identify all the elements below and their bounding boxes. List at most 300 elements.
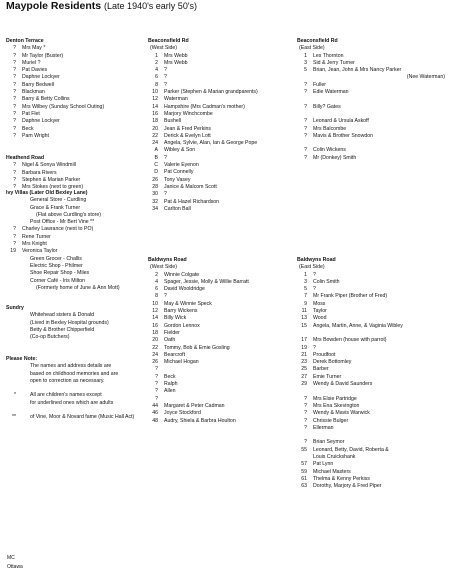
resident-name: (Flat above Curdling's store)	[36, 211, 101, 218]
section-baldwyns-east	[297, 257, 447, 491]
list-item	[148, 374, 298, 381]
resident-name: Mrs Webb	[164, 59, 188, 66]
resident-name: Pat Connelly	[164, 169, 194, 176]
house-number: ?	[13, 132, 16, 139]
resident-name: Mrs Balcombe	[313, 125, 347, 132]
house-number: 17	[301, 337, 307, 344]
list-item	[297, 454, 447, 461]
resident-name: Bushell	[164, 118, 182, 125]
section-heathend-road	[6, 155, 151, 191]
house-number: 13	[301, 315, 307, 322]
resident-name: Pat Davies	[22, 67, 48, 74]
list-item	[148, 279, 298, 286]
list-item	[297, 476, 447, 483]
title-subtitle: (Late 1940's early 50's)	[104, 1, 198, 11]
house-number: 10	[152, 89, 158, 96]
resident-name: Colin Wickens	[313, 147, 346, 154]
resident-name: Les Thornton	[313, 52, 344, 59]
resident-name: Grace & Frank Turner	[30, 204, 81, 211]
resident-name: Leonard & Ursula Askoff	[313, 118, 369, 125]
list-item	[6, 177, 151, 184]
list-item	[6, 270, 151, 277]
house-number: 12	[152, 308, 158, 315]
house-number: 55	[301, 446, 307, 453]
house-number: 16	[152, 110, 158, 117]
list-item	[6, 371, 151, 378]
list-item	[6, 205, 151, 212]
resident-name: Barry Wickens	[164, 308, 198, 315]
list-item	[148, 381, 298, 388]
resident-name: Billy? Gates	[313, 103, 341, 110]
list-item	[148, 337, 298, 344]
resident-name: The names and address details are	[30, 363, 112, 370]
list-item	[148, 96, 298, 103]
list-item	[6, 378, 151, 385]
resident-name: Pat & Hazel Richardson	[164, 198, 220, 205]
list-item	[6, 170, 151, 177]
house-number: 12	[152, 96, 158, 103]
resident-name: Daphne Lockyer	[22, 74, 60, 81]
section-header: Sundry	[6, 305, 24, 311]
resident-name: Leonard, Betty, David, Roberta &	[313, 446, 389, 453]
list-item	[148, 147, 298, 154]
resident-name: Mrs Knight	[22, 241, 47, 248]
list-item	[148, 323, 298, 330]
house-number: 61	[301, 475, 307, 482]
house-number: ?	[13, 45, 16, 52]
house-number: 16	[152, 322, 158, 329]
house-number: ?	[13, 184, 16, 191]
list-item	[297, 359, 447, 366]
list-item	[297, 330, 447, 337]
house-number: 3	[304, 278, 307, 285]
resident-name: Ralph	[164, 381, 178, 388]
house-number: ?	[155, 381, 158, 388]
list-item	[148, 111, 298, 118]
house-number: 15	[301, 322, 307, 329]
resident-name: Pam Wright	[22, 132, 50, 139]
house-number: ?	[304, 81, 307, 88]
resident-name: Beck	[164, 373, 176, 380]
resident-name: Wibley & Son	[164, 147, 196, 154]
house-number: 48	[152, 417, 158, 424]
section-subheader: (West Side)	[150, 45, 178, 52]
resident-name: Waterman	[164, 96, 188, 103]
resident-name: Barry & Betty Collins	[22, 96, 70, 103]
resident-name: Rene Turner	[22, 233, 51, 240]
list-item	[297, 483, 447, 490]
resident-name: ?	[164, 191, 167, 198]
house-number: ?	[304, 147, 307, 154]
house-number: 30	[152, 191, 158, 198]
resident-name: (Nee Waterman)	[406, 74, 445, 81]
list-item	[297, 74, 447, 81]
house-number: 24	[152, 351, 158, 358]
section-denton-terrace	[6, 38, 151, 140]
list-item	[6, 385, 151, 392]
list-item	[6, 414, 151, 421]
resident-name: Barber	[313, 366, 329, 373]
house-number: 8	[155, 81, 158, 88]
section-header: Beaconsfield Rd	[297, 38, 338, 44]
resident-name: Taylor	[313, 308, 327, 315]
resident-name: Wendy & Mavis Warwick	[313, 410, 370, 417]
resident-name: Derick & Evelyn Lott	[164, 132, 211, 139]
resident-name: Bearcroft	[164, 351, 186, 358]
resident-name: Mrs May *	[22, 45, 46, 52]
list-item	[297, 396, 447, 403]
house-number: ?	[155, 366, 158, 373]
house-number: ?	[304, 439, 307, 446]
resident-name: General Store - Curdling	[30, 197, 87, 204]
resident-name: Ellerman	[313, 424, 334, 431]
resident-name: Fuller	[313, 81, 326, 88]
house-number: 25	[301, 366, 307, 373]
resident-name: ?	[164, 67, 167, 74]
resident-name: Billy Wick	[164, 315, 187, 322]
list-item	[297, 469, 447, 476]
resident-name: ?	[164, 74, 167, 81]
house-number: ?	[304, 118, 307, 125]
house-number: 28	[152, 183, 158, 190]
house-number: 4	[155, 278, 158, 285]
list-item	[6, 363, 151, 370]
list-item	[148, 155, 298, 162]
house-number: 6	[155, 286, 158, 293]
section-baldwyns-west	[148, 257, 298, 425]
house-number: ?	[13, 169, 16, 176]
resident-name: ?	[313, 271, 316, 278]
house-number: 34	[152, 205, 158, 212]
list-item	[148, 272, 298, 279]
house-number: 6	[155, 74, 158, 81]
list-item	[6, 45, 151, 52]
house-number: 19	[10, 248, 16, 255]
list-item	[6, 82, 151, 89]
house-number: *	[13, 392, 16, 399]
resident-name: Dorothy, Marjory & Fred Piper	[313, 483, 382, 490]
resident-name: (Co-op Butchers)	[30, 334, 70, 341]
section-header: Baldwyns Road	[148, 257, 187, 263]
list-item	[6, 285, 151, 292]
resident-name: Barry Bedwell	[22, 81, 55, 88]
house-number: 3	[304, 59, 307, 66]
resident-name: Barbara Rivers	[22, 169, 57, 176]
resident-name: Stephen & Marian Parker	[22, 176, 81, 183]
house-number: 59	[301, 468, 307, 475]
resident-name: of Vine, Moor & Novard fame (Music Hall Act)	[30, 414, 135, 421]
house-number: 8	[155, 293, 158, 300]
house-number: ?	[13, 81, 16, 88]
resident-name: Mrs Wilbey (Sunday School Outing)	[22, 103, 105, 110]
resident-name: David Wooldridge	[164, 286, 205, 293]
section-notes	[6, 356, 151, 422]
resident-name: ?	[164, 81, 167, 88]
list-item	[6, 212, 151, 219]
resident-name: Winnie Colgate	[164, 271, 200, 278]
list-item	[297, 301, 447, 308]
list-item	[148, 60, 298, 67]
list-item	[297, 293, 447, 300]
house-number: ?	[13, 67, 16, 74]
list-item	[297, 461, 447, 468]
resident-name: Tommy, Bob & Emie Gosling	[164, 344, 230, 351]
section-beaconsfield-west	[148, 38, 298, 213]
list-item	[297, 82, 447, 89]
resident-name: Mavis & Brother Snowdon	[313, 132, 373, 139]
resident-name: Wendy & David Saunders	[313, 381, 373, 388]
list-item	[297, 89, 447, 96]
resident-name: Charley Lawrance (next to PO)	[22, 226, 94, 233]
house-number: 20	[152, 125, 158, 132]
resident-name: Carlton Ball	[164, 205, 191, 212]
list-item	[6, 334, 151, 341]
house-number: 27	[301, 373, 307, 380]
resident-name: Jean & Fred Perkins	[164, 125, 211, 132]
house-number: 5	[304, 286, 307, 293]
list-item	[297, 418, 447, 425]
list-item	[6, 256, 151, 263]
resident-name: Brian, Jean, John & Mrs Nancy Parker	[313, 67, 402, 74]
section-header: Baldwyns Road	[297, 257, 336, 263]
list-item	[6, 234, 151, 241]
house-number: ?	[304, 89, 307, 96]
list-item	[148, 403, 298, 410]
list-item	[6, 248, 151, 255]
house-number: 63	[301, 483, 307, 490]
list-item	[6, 67, 151, 74]
house-number: ?	[13, 96, 16, 103]
house-number: 14	[152, 315, 158, 322]
list-item	[297, 323, 447, 330]
house-number: ?	[13, 118, 16, 125]
resident-name: Tony Vasey	[164, 176, 191, 183]
house-number: ?	[155, 388, 158, 395]
list-item	[297, 374, 447, 381]
house-number: ?	[13, 89, 16, 96]
house-number: 11	[301, 308, 307, 315]
resident-name: ?	[164, 154, 167, 161]
list-item	[6, 197, 151, 204]
list-item	[148, 396, 298, 403]
list-item	[297, 366, 447, 373]
house-number: ?	[13, 52, 16, 59]
list-item	[297, 111, 447, 118]
list-item	[148, 74, 298, 81]
resident-name: Chrissie Bulger	[313, 417, 349, 424]
section-sundry	[6, 305, 151, 341]
section-header: Beaconsfield Rd	[148, 38, 189, 44]
section-header: Heathend Road	[6, 155, 45, 161]
list-item	[148, 366, 298, 373]
house-number: ?	[13, 176, 16, 183]
house-number: ?	[155, 395, 158, 402]
section-header: Denton Terrace	[6, 38, 44, 44]
section-subheader: (East Side)	[299, 264, 325, 271]
list-item	[297, 345, 447, 352]
list-item	[6, 226, 151, 233]
house-number: 24	[152, 140, 158, 147]
house-number: 10	[152, 300, 158, 307]
resident-name: Proudfoot	[313, 351, 336, 358]
list-item	[297, 60, 447, 67]
list-item	[6, 60, 151, 67]
list-item	[297, 104, 447, 111]
house-number: 46	[152, 410, 158, 417]
list-item	[6, 241, 151, 248]
list-item	[6, 104, 151, 111]
resident-name: Derek Bottomley	[313, 359, 352, 366]
house-number: ?	[13, 110, 16, 117]
resident-name: Brian Seymor	[313, 439, 345, 446]
resident-name: Green Grocer - Challis	[30, 255, 82, 262]
list-item	[148, 308, 298, 315]
list-item	[297, 388, 447, 395]
list-item	[148, 82, 298, 89]
list-item	[148, 104, 298, 111]
list-item	[148, 206, 298, 213]
resident-name: Mrs Elsie Partridge	[313, 395, 357, 402]
house-number: ?	[304, 125, 307, 132]
resident-name: Valerie Eyenon	[164, 162, 199, 169]
house-number: 1	[155, 52, 158, 59]
list-item	[6, 89, 151, 96]
resident-name: Marjory Winchcombe	[164, 110, 213, 117]
page-title	[6, 0, 198, 12]
resident-name: Gordon Lennox	[164, 322, 200, 329]
house-number: 22	[152, 344, 158, 351]
resident-name: Muriel ?	[22, 59, 41, 66]
list-item	[6, 263, 151, 270]
resident-name: Spager, Jessie, Molly & Willie Barratt	[164, 278, 249, 285]
resident-name: Veronica Taylor	[22, 248, 58, 255]
list-item	[148, 301, 298, 308]
section-subheader: (East Side)	[299, 45, 325, 52]
list-item	[297, 352, 447, 359]
resident-name: Pat Lynn	[313, 461, 334, 468]
resident-name: ?	[164, 293, 167, 300]
resident-name: Angela, Sylvie, Alan, Ian & George Pope	[164, 140, 258, 147]
list-item	[6, 53, 151, 60]
footer-initials: MC	[7, 555, 15, 561]
list-item	[297, 272, 447, 279]
list-item	[297, 133, 447, 140]
resident-name: Michael Hogan	[164, 359, 199, 366]
resident-name: Blackman	[22, 89, 45, 96]
house-number: 5	[304, 67, 307, 74]
resident-name: Nigel & Sonya Windmill	[22, 162, 76, 169]
resident-name: Edie Waterman	[313, 89, 349, 96]
resident-name: Beck	[22, 125, 34, 132]
resident-name: Wood	[313, 315, 327, 322]
house-number: ?	[13, 226, 16, 233]
list-item	[297, 432, 447, 439]
list-item	[297, 286, 447, 293]
resident-name: All are children's names except	[30, 392, 102, 399]
list-item	[148, 286, 298, 293]
list-item	[148, 410, 298, 417]
house-number: A	[154, 147, 158, 154]
house-number: 1	[304, 52, 307, 59]
resident-name: Michael Masters	[313, 468, 351, 475]
resident-name: Sid & Jerry Turner	[313, 59, 355, 66]
list-item	[297, 126, 447, 133]
resident-name: Louis Cruickshank	[313, 454, 356, 461]
resident-name: Parker (Stephen & Marian grandparents)	[164, 89, 258, 96]
list-item	[148, 388, 298, 395]
resident-name: Angela, Martin, Anne, & Vaginia Wibley	[313, 322, 403, 329]
resident-name: Daphne Lockyer	[22, 118, 60, 125]
list-item	[297, 315, 447, 322]
list-item	[148, 359, 298, 366]
list-item	[148, 293, 298, 300]
resident-name: Post Office - Mr Bert Vine **	[30, 219, 95, 226]
resident-name: ?	[313, 344, 316, 351]
resident-name: (Lived in Bexley Hospital grounds)	[30, 319, 109, 326]
resident-name: ?	[313, 286, 316, 293]
list-item	[6, 74, 151, 81]
list-item	[297, 140, 447, 147]
list-item	[148, 418, 298, 425]
list-item	[148, 345, 298, 352]
resident-name: Mr Taylor (Buster)	[22, 52, 64, 59]
house-number: ?	[304, 402, 307, 409]
resident-name: Margaret & Peter Cadman	[164, 402, 225, 409]
list-item	[148, 126, 298, 133]
list-item	[6, 278, 151, 285]
house-number: 1	[304, 271, 307, 278]
house-number: 18	[152, 118, 158, 125]
house-number: 23	[301, 359, 307, 366]
list-item	[148, 352, 298, 359]
list-item	[148, 199, 298, 206]
resident-name: Oath	[164, 337, 176, 344]
resident-name: Audry, Shiela & Barbra Houlton	[164, 417, 236, 424]
house-number: ?	[304, 103, 307, 110]
list-item	[148, 133, 298, 140]
section-ivy-villas	[6, 190, 151, 292]
house-number: 14	[152, 103, 158, 110]
resident-name: Joyce Stockford	[164, 410, 201, 417]
list-item	[148, 162, 298, 169]
resident-name: Moss	[313, 300, 326, 307]
list-item	[148, 330, 298, 337]
list-item	[297, 118, 447, 125]
resident-name: Mr (Donkey) Smith	[313, 154, 357, 161]
list-item	[6, 96, 151, 103]
house-number: ?	[304, 395, 307, 402]
list-item	[297, 279, 447, 286]
resident-name: Shoe Repair Shop - Miles	[30, 270, 90, 277]
list-item	[6, 126, 151, 133]
section-header: Ivy Villas (Later Old Bexley Lane)	[6, 190, 88, 196]
house-number: D	[154, 169, 158, 176]
resident-name: Mr Frank Piper (Brother of Fred)	[313, 293, 388, 300]
resident-name: Emie Turner	[313, 373, 342, 380]
resident-name: Mrs Stokes (next to green)	[22, 184, 84, 191]
resident-name: Hampshire (Mrs Cadman's mother)	[164, 103, 245, 110]
resident-name: Colin Smith	[313, 278, 340, 285]
list-item	[6, 111, 151, 118]
list-item	[148, 315, 298, 322]
house-number: 22	[152, 132, 158, 139]
list-item	[148, 177, 298, 184]
house-number: 26	[152, 176, 158, 183]
house-number: ?	[304, 154, 307, 161]
house-number: 18	[152, 329, 158, 336]
house-number: ?	[304, 132, 307, 139]
list-item	[148, 53, 298, 60]
